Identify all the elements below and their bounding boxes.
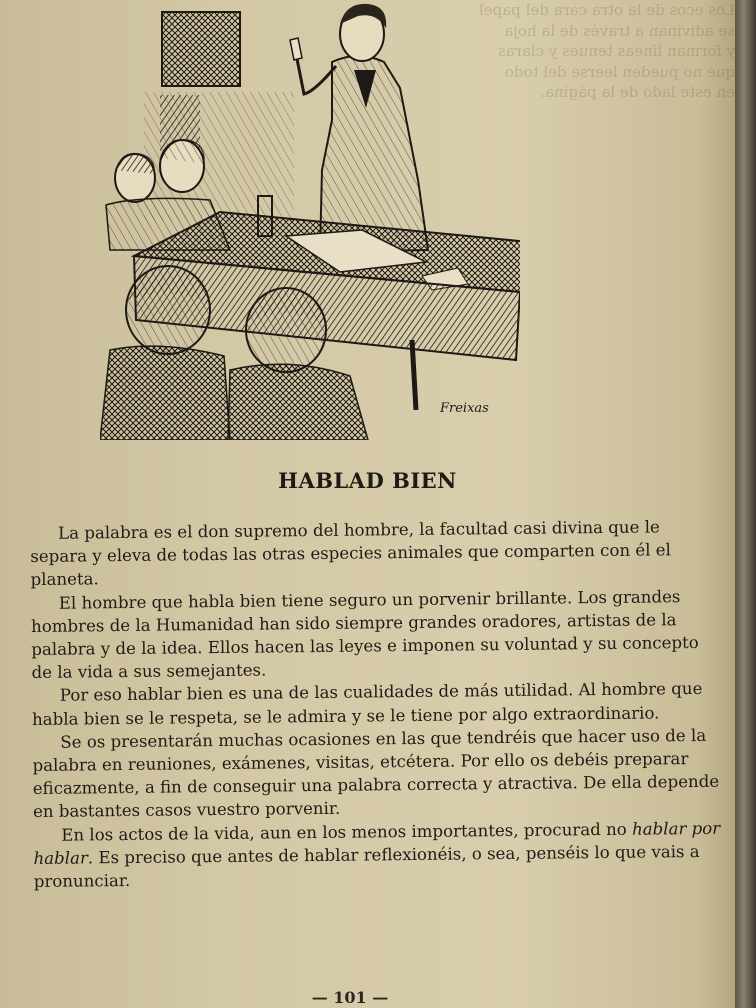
- paragraph-5-start: En los actos de la vida, aun en los menos importantes, procurad no: [61, 819, 633, 845]
- bleed-through-text: Los ecos de la otra cara del papel se adivinan a través de la hoja y forman líneas tenues y claras que no pueden leerse del todo en este lado de la página.: [478, 1, 735, 101]
- paragraph-2: El hombre que habla bien tiene seguro un porvenir brillante. Los grandes hombres de la Humanidad han sido siempre grandes oradores, artistas de la palabra y de la idea. Ellos hacen las leyes e imponen su voluntad y su concepto de la vida a sus semejantes.: [30, 586, 699, 683]
- illustrator-signature: Freixas: [440, 401, 489, 416]
- paragraph-5-end: . Es preciso que antes de hablar reflexionéis, o sea, penséis lo que vais a pronunciar.: [33, 841, 700, 892]
- body-text: [30, 515, 724, 893]
- paragraph-4: Se os presentarán muchas ocasiones en las que tendréis que hacer uso de la palabra en reuniones, exámenes, visitas, etcétera. Por ello os debéis preparar eficazmente, a fin de conseguir una palabra correcta y atractiva. De ella depende en bastantes casos vuestro porvenir.: [32, 725, 720, 822]
- speaker-at-lectern-illustration: [100, 0, 520, 440]
- book-spine-edge: [735, 0, 756, 1008]
- page-heading: HABLAD BIEN: [278, 468, 457, 493]
- paragraph-3: Por eso hablar bien es una de las cualidades de más utilidad. Al hombre que habla bien se le respeta, se le admira y se le tiene por algo extraordinario.: [31, 679, 703, 729]
- paragraph-5-emphasis: hablar por hablar: [33, 818, 721, 868]
- paragraph-1: La palabra es el don supremo del hombre, la facultad casi divina que le separa y eleva de todas las otras especies animales que comparten con él el planeta.: [30, 517, 671, 590]
- page-number: — 101 —: [311, 988, 389, 1007]
- paragraph-5: [33, 816, 724, 893]
